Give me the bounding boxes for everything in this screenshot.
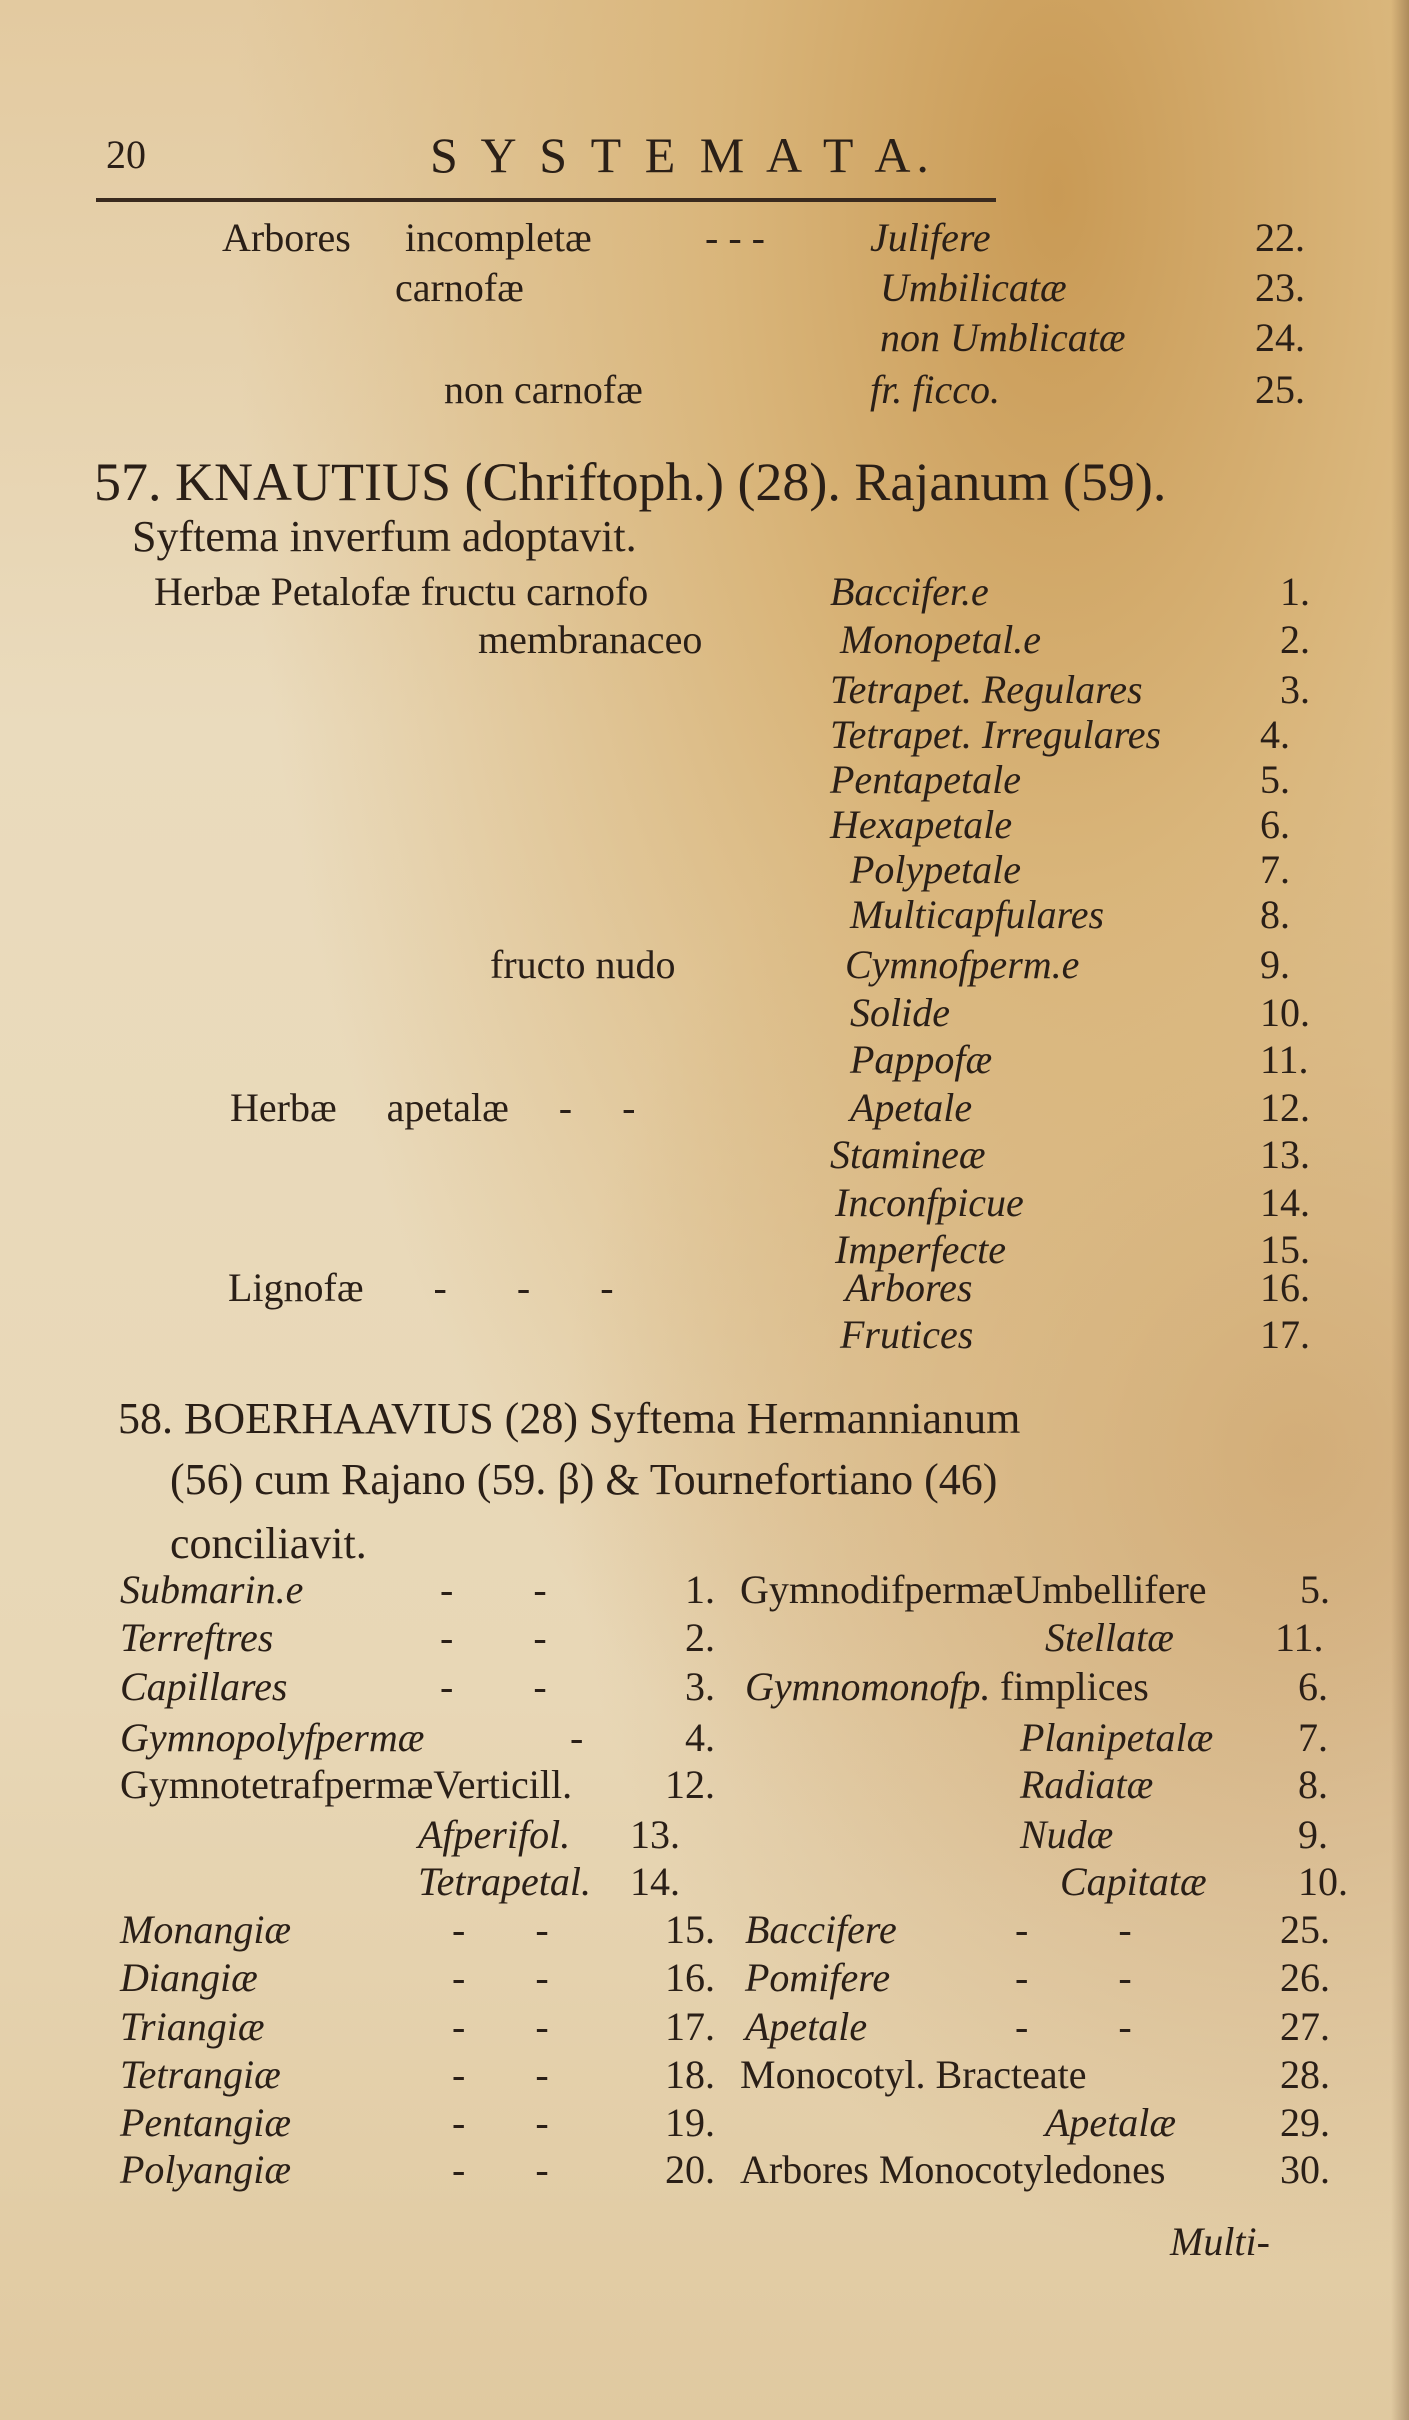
leader-dashes: - - [440, 1664, 547, 1709]
s57-class-number: 3. [1280, 667, 1310, 712]
s57-class-name: Monopetal.e [840, 617, 1042, 662]
section-58-heading: 58. BOERHAAVIUS (28) Syftema Hermannianum [118, 1394, 1021, 1443]
s58-class-name: Baccifere [745, 1907, 897, 1952]
leader-dashes: - - [452, 1907, 549, 1952]
section-57-subheading: Syftema inverfum adoptavit. [132, 512, 637, 561]
s58-class-name: Terreftres [120, 1615, 274, 1660]
section-57-heading: 57. KNAUTIUS (Chriftoph.) (28). Rajanum (59). [94, 452, 1167, 512]
s58-class-number: 6. [1298, 1664, 1328, 1709]
s58-class-number: 19. [665, 2100, 715, 2145]
s57-class-number: 10. [1260, 990, 1310, 1035]
s57-class-number: 17. [1260, 1312, 1310, 1357]
running-title: S Y S T E M A T A. [430, 127, 935, 183]
s58-class-number: 20. [665, 2147, 715, 2192]
leader-dashes: - - - [705, 215, 765, 260]
s58-class-name: Planipetalæ [1020, 1715, 1214, 1760]
s58-class-number: 17. [665, 2004, 715, 2049]
leader-dashes: - - [1015, 1955, 1132, 2000]
s57-class-number: 15. [1260, 1227, 1310, 1272]
s58-class-number: 1. [685, 1567, 715, 1612]
s57-class-name: Hexapetale [830, 802, 1013, 847]
leader-dashes: - - [452, 2100, 549, 2145]
s58-class-name: Capillares [120, 1664, 288, 1709]
s57-class-name: Frutices [840, 1312, 974, 1357]
s57-group-label: fructo nudo [490, 942, 676, 987]
class-number: 23. [1255, 265, 1305, 310]
s57-group-label: membranaceo [478, 617, 703, 662]
non-carnosae-label: non carnofæ [444, 367, 643, 412]
s57-class-number: 16. [1260, 1265, 1310, 1310]
s57-class-name: Multicapfulares [850, 892, 1105, 937]
s57-class-number: 6. [1260, 802, 1290, 847]
leader-dashes: - - [452, 2004, 549, 2049]
s58-class-number: 28. [1280, 2052, 1330, 2097]
class-name: non Umblicatæ [880, 315, 1126, 360]
page-edge-shadow [1391, 0, 1409, 2420]
s57-class-name: Baccifer.e [830, 569, 989, 614]
s58-class-name: Stellatæ [1045, 1615, 1174, 1660]
s58-class-name: Apetalæ [1045, 2100, 1177, 2145]
s58-class-name: Tetrangiæ [120, 2052, 281, 2097]
s58-class-number: 4. [685, 1715, 715, 1760]
class-name: Julifere [870, 215, 991, 260]
class-number: 24. [1255, 315, 1305, 360]
s57-class-number: 5. [1260, 757, 1290, 802]
s57-class-name: Polypetale [850, 847, 1022, 892]
s58-class-name: Pomifere [745, 1955, 891, 2000]
s58-class-number: 26. [1280, 1955, 1330, 2000]
class-name: fr. ficco. [870, 367, 1000, 412]
s57-class-number: 1. [1280, 569, 1310, 614]
s58-class-number: 13. [630, 1812, 680, 1857]
s58-class-name: Monocotyl. Bracteate [740, 2052, 1087, 2097]
carnosae-label: carnofæ [395, 265, 524, 310]
leader-dashes: - - [1015, 2004, 1132, 2049]
s57-class-name: Tetrapet. Irregulares [830, 712, 1162, 757]
s57-class-name: Tetrapet. Regulares [830, 667, 1143, 712]
s58-class-number: 8. [1298, 1762, 1328, 1807]
s58-class-number: 18. [665, 2052, 715, 2097]
s57-class-name: Solide [850, 990, 950, 1035]
section-58-line3: conciliavit. [170, 1519, 367, 1568]
leader-dashes: - - [452, 2147, 549, 2192]
s57-class-number: 2. [1280, 617, 1310, 662]
s58-class-name: Polyangiæ [120, 2147, 292, 2192]
s58-class-number: 9. [1298, 1812, 1328, 1857]
class-number: 25. [1255, 367, 1305, 412]
s57-class-number: 9. [1260, 942, 1290, 987]
s57-class-name: Pentapetale [830, 757, 1022, 802]
s58-class-number: 14. [630, 1859, 680, 1904]
s58-class-number: 10. [1298, 1859, 1348, 1904]
class-name: Umbilicatæ [880, 265, 1067, 310]
s57-class-number: 12. [1260, 1085, 1310, 1130]
s57-group-label: Herbæ Petalofæ fructu carnofo [154, 569, 649, 614]
s57-class-number: 8. [1260, 892, 1290, 937]
leader-dashes: - - [452, 1955, 549, 2000]
s57-class-number: 7. [1260, 847, 1290, 892]
s57-class-number: 4. [1260, 712, 1290, 757]
s58-class-number: 2. [685, 1615, 715, 1660]
s58-class-name: Radiatæ [1020, 1762, 1154, 1807]
leader-dashes: - - [1015, 1907, 1132, 1952]
s57-class-number: 14. [1260, 1180, 1310, 1225]
s58-class-name: Afperifol. [418, 1812, 571, 1857]
s57-class-number: 13. [1260, 1132, 1310, 1177]
leader-dashes: - - [440, 1567, 547, 1612]
s58-class-name: Tetrapetal. [418, 1859, 591, 1904]
s58-class-number: 5. [1300, 1567, 1330, 1612]
s58-class-name: Nudæ [1020, 1812, 1114, 1857]
s57-group-label: Herbæ apetalæ - - [230, 1085, 636, 1130]
s58-class-number: 25. [1280, 1907, 1330, 1952]
page-number: 20 [106, 132, 146, 177]
s58-class-number: 16. [665, 1955, 715, 2000]
leader-dashes: - - [440, 1615, 547, 1660]
s57-class-name: Apetale [850, 1085, 973, 1130]
s58-class-number: 3. [685, 1664, 715, 1709]
s58-class-name: Capitatæ [1060, 1859, 1207, 1904]
s58-class-name: Pentangiæ [120, 2100, 292, 2145]
s57-class-name: Imperfecte [835, 1227, 1007, 1272]
arbores-label: Arbores [222, 215, 351, 260]
s57-class-name: Arbores [845, 1265, 973, 1310]
s57-class-name: Inconfpicue [835, 1180, 1024, 1225]
s58-class-name: Arbores Monocotyledones [740, 2147, 1166, 2192]
s58-class-number: 30. [1280, 2147, 1330, 2192]
incompletae-label: incompletæ [405, 215, 592, 260]
s57-class-name: Stamineæ [830, 1132, 986, 1177]
s58-class-name: Gymnomonofp. [745, 1664, 991, 1709]
s58-class-name: Diangiæ [120, 1955, 258, 2000]
s58-class-number: 12. [665, 1762, 715, 1807]
s58-class-number: 29. [1280, 2100, 1330, 2145]
section-58-line2: (56) cum Rajano (59. β) & Tournefortiano (46) [170, 1455, 998, 1504]
gymnodispermae-label: GymnodifpermæUmbellifere [740, 1567, 1207, 1612]
s58-class-number: 7. [1298, 1715, 1328, 1760]
leader-dashes: - - [452, 2052, 549, 2097]
class-number: 22. [1255, 215, 1305, 260]
s57-class-name: Cymnofperm.e [845, 942, 1080, 987]
s58-class-number: 11. [1275, 1615, 1324, 1660]
s58-class-name: Submarin.e [120, 1567, 304, 1612]
s58-class-number: 15. [665, 1907, 715, 1952]
header-rule [96, 198, 996, 202]
s57-class-number: 11. [1260, 1037, 1309, 1082]
s57-class-name: Pappofæ [850, 1037, 993, 1082]
s58-class-name: Gymnopolyfpermæ [120, 1715, 425, 1760]
s58-class-name: Triangiæ [120, 2004, 265, 2049]
s58-class-name: Apetale [745, 2004, 868, 2049]
s58-class-number: 27. [1280, 2004, 1330, 2049]
gymnotetraspermae-label: GymnotetrafpermæVerticill. [120, 1762, 573, 1807]
simplices-label: fimplices [1000, 1664, 1149, 1709]
s58-class-name: Monangiæ [120, 1907, 292, 1952]
leader-dashes: - [570, 1715, 584, 1760]
s57-group-label: Lignofæ - - - [228, 1265, 614, 1310]
catchword: Multi- [1170, 2219, 1270, 2264]
